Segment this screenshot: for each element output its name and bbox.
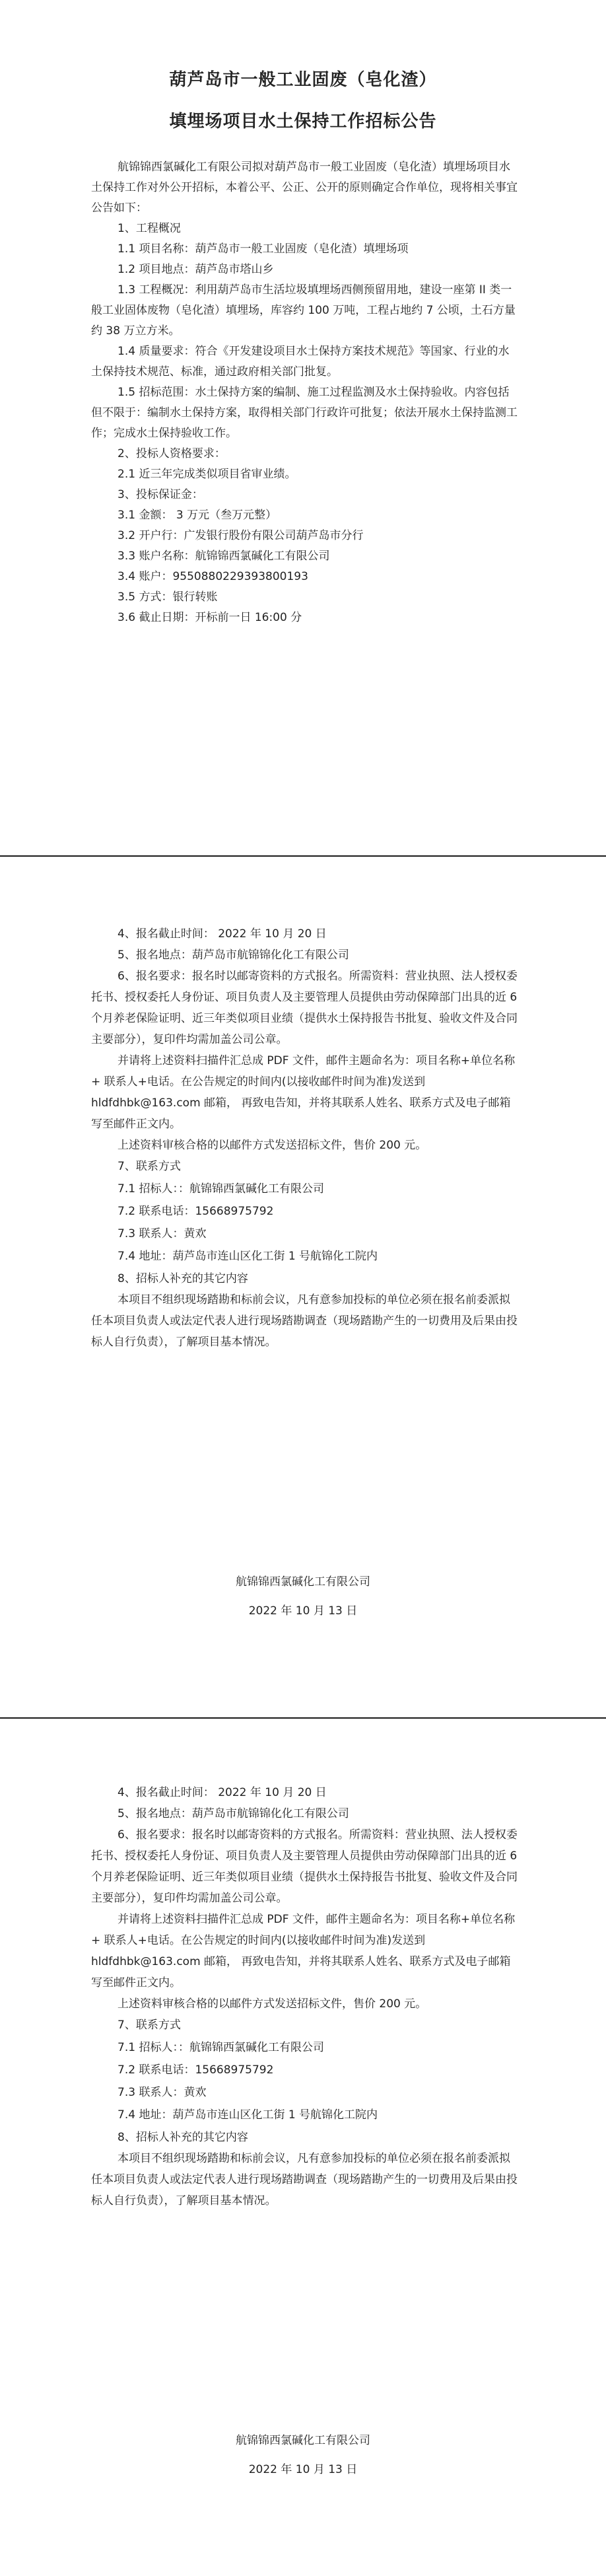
registration-location: 5、报名地点：葫芦岛市航锦锦化化工有限公司 [118, 948, 349, 962]
notice-body-1 [91, 157, 520, 628]
contact-heading: 7、联系方式 [118, 1160, 181, 1173]
notice-body-3 [91, 1782, 520, 2211]
fee-paragraph: 上述资料审核合格的以邮件方式发送招标文件，售价 200 元。 [118, 1139, 427, 1152]
supplementary-heading: 8、招标人补充的其它内容 [118, 2131, 248, 2144]
section-3-item: 3.2 开户行：广发银行股份有限公司葫芦岛市分行 [118, 529, 364, 542]
contact-item: 7.3 联系人：黄欢 [118, 2086, 207, 2099]
contact-item: 7.2 联系电话：15668975792 [118, 2063, 274, 2077]
section-1-item: 1.3 工程概况：利用葫芦岛市生活垃圾填埋场西侧预留用地，建设一座第 II 类一般工业固体废物（皂化渣）填埋场，库容约 100 万吨，工程占地约 7 公顷，土石方量约 38 万立方米。 [91, 283, 516, 338]
section-3-item: 3.4 账户：9550880229393800193 [118, 570, 308, 583]
registration-deadline: 4、报名截止时间： 2022 年 10 月 20 日 [118, 1786, 327, 1799]
section-1-item: 1.5 招标范围：水土保持方案的编制、施工过程监测及水土保持验收。内容包括但不限于：编制水土保持方案，取得相关部门行政许可批复；依法开展水土保持监测工作；完成水土保持验收工作。 [91, 386, 518, 440]
site-survey-paragraph: 本项目不组织现场踏勘和标前会议，凡有意参加投标的单位必须在报名前委派拟任本项目负责人或法定代表人进行现场踏勘调查（现场踏勘产生的一切费用及后果由投标人自行负责），了解项目基本情况。 [91, 2152, 518, 2207]
registration-requirements: 6、报名要求：报名时以邮寄资料的方式报名。所需资料：营业执照、法人授权委托书、授权委托人身份证、项目负责人及主要管理人员提供由劳动保障部门出具的近 6 个月养老保险证明、近三年类似项目业绩（提供水土保持报告书批复、验收文件及合同主要部分），复印件均需加盖公司公章。 [91, 1828, 518, 1905]
section-3-item: 3.5 方式：银行转账 [118, 590, 218, 604]
section-1-item: 1.4 质量要求：符合《开发建设项目水土保持方案技术规范》等国家、行业的水土保持技术规范、标准，通过政府相关部门批复。 [91, 345, 510, 378]
scan-submission-paragraph: 并请将上述资料扫描件汇总成 PDF 文件，邮件主题命名为：项目名称+单位名称+ 联系人+电话。在公告规定的时间内(以接收邮件时间为准)发送到 hldfdhbk@163.com 邮箱， 再致电告知，并将其联系人姓名、联系方式及电子邮箱写至邮件正文内。 [91, 1913, 516, 1989]
registration-requirements: 6、报名要求：报名时以邮寄资料的方式报名。所需资料：营业执照、法人授权委托书、授权委托人身份证、项目负责人及主要管理人员提供由劳动保障部门出具的近 6 个月养老保险证明、近三年类似项目业绩（提供水土保持报告书批复、验收文件及合同主要部分），复印件均需加盖公司公章。 [91, 970, 518, 1046]
signature-company: 航锦锦西氯碱化工有限公司 [236, 2434, 370, 2447]
contact-item: 7.4 地址：葫芦岛市连山区化工街 1 号航锦化工院内 [118, 2108, 378, 2122]
signature-company: 航锦锦西氯碱化工有限公司 [236, 1575, 370, 1589]
section-2-heading: 2、投标人资格要求： [118, 447, 226, 460]
section-3-item: 3.3 账户名称：航锦锦西氯碱化工有限公司 [118, 550, 330, 563]
registration-location: 5、报名地点：葫芦岛市航锦锦化化工有限公司 [118, 1807, 349, 1820]
section-1-heading: 1、工程概况 [118, 222, 181, 235]
scan-submission-paragraph: 并请将上述资料扫描件汇总成 PDF 文件，邮件主题命名为：项目名称+单位名称+ 联系人+电话。在公告规定的时间内(以接收邮件时间为准)发送到 hldfdhbk@163.com 邮箱， 再致电告知，并将其联系人姓名、联系方式及电子邮箱写至邮件正文内。 [91, 1054, 516, 1131]
section-1-item: 1.2 项目地点：葫芦岛市塔山乡 [118, 263, 274, 276]
notice-title-line-2: 填埋场项目水土保持工作招标公告 [169, 112, 437, 131]
contact-item: 7.3 联系人：黄欢 [118, 1227, 207, 1240]
intro-paragraph: 航锦锦西氯碱化工有限公司拟对葫芦岛市一般工业固废（皂化渣）填埋场项目水土保持工作对外公开招标，本着公平、公正、公开的原则确定合作单位，现将相关事宜公告如下： [91, 161, 518, 215]
registration-deadline: 4、报名截止时间： 2022 年 10 月 20 日 [118, 927, 327, 941]
contact-item: 7.1 招标人：：航锦锦西氯碱化工有限公司 [118, 2041, 324, 2054]
fee-paragraph: 上述资料审核合格的以邮件方式发送招标文件，售价 200 元。 [118, 1997, 427, 2011]
page-divider [0, 855, 606, 857]
notice-title-line-1: 葫芦岛市一般工业固废（皂化渣） [169, 70, 437, 90]
signature-date: 2022 年 10 月 13 日 [248, 1604, 358, 1618]
section-3-item: 3.6 截止日期：开标前一日 16:00 分 [118, 611, 302, 624]
notice-page-2 [0, 859, 606, 1714]
contact-item: 7.1 招标人：：航锦锦西氯碱化工有限公司 [118, 1182, 324, 1196]
supplementary-heading: 8、招标人补充的其它内容 [118, 1272, 248, 1285]
section-3-item: 3.1 金额： 3 万元（叁万元整） [118, 509, 277, 522]
contact-item: 7.4 地址：葫芦岛市连山区化工街 1 号航锦化工院内 [118, 1250, 378, 1263]
notice-body-2 [91, 923, 520, 1353]
notice-page-1 [0, 0, 606, 855]
site-survey-paragraph: 本项目不组织现场踏勘和标前会议，凡有意参加投标的单位必须在报名前委派拟任本项目负责人或法定代表人进行现场踏勘调查（现场踏勘产生的一切费用及后果由投标人自行负责），了解项目基本情况。 [91, 1293, 518, 1349]
section-1-item: 1.1 项目名称：葫芦岛市一般工业固废（皂化渣）填埋场项 [118, 242, 409, 256]
notice-page-3 [0, 1717, 606, 2576]
contact-heading: 7、联系方式 [118, 2019, 181, 2032]
section-2-item: 2.1 近三年完成类似项目省审业绩。 [118, 468, 296, 481]
contact-item: 7.2 联系电话：15668975792 [118, 1205, 274, 1218]
signature-date: 2022 年 10 月 13 日 [248, 2463, 358, 2476]
section-3-heading: 3、投标保证金： [118, 488, 203, 501]
